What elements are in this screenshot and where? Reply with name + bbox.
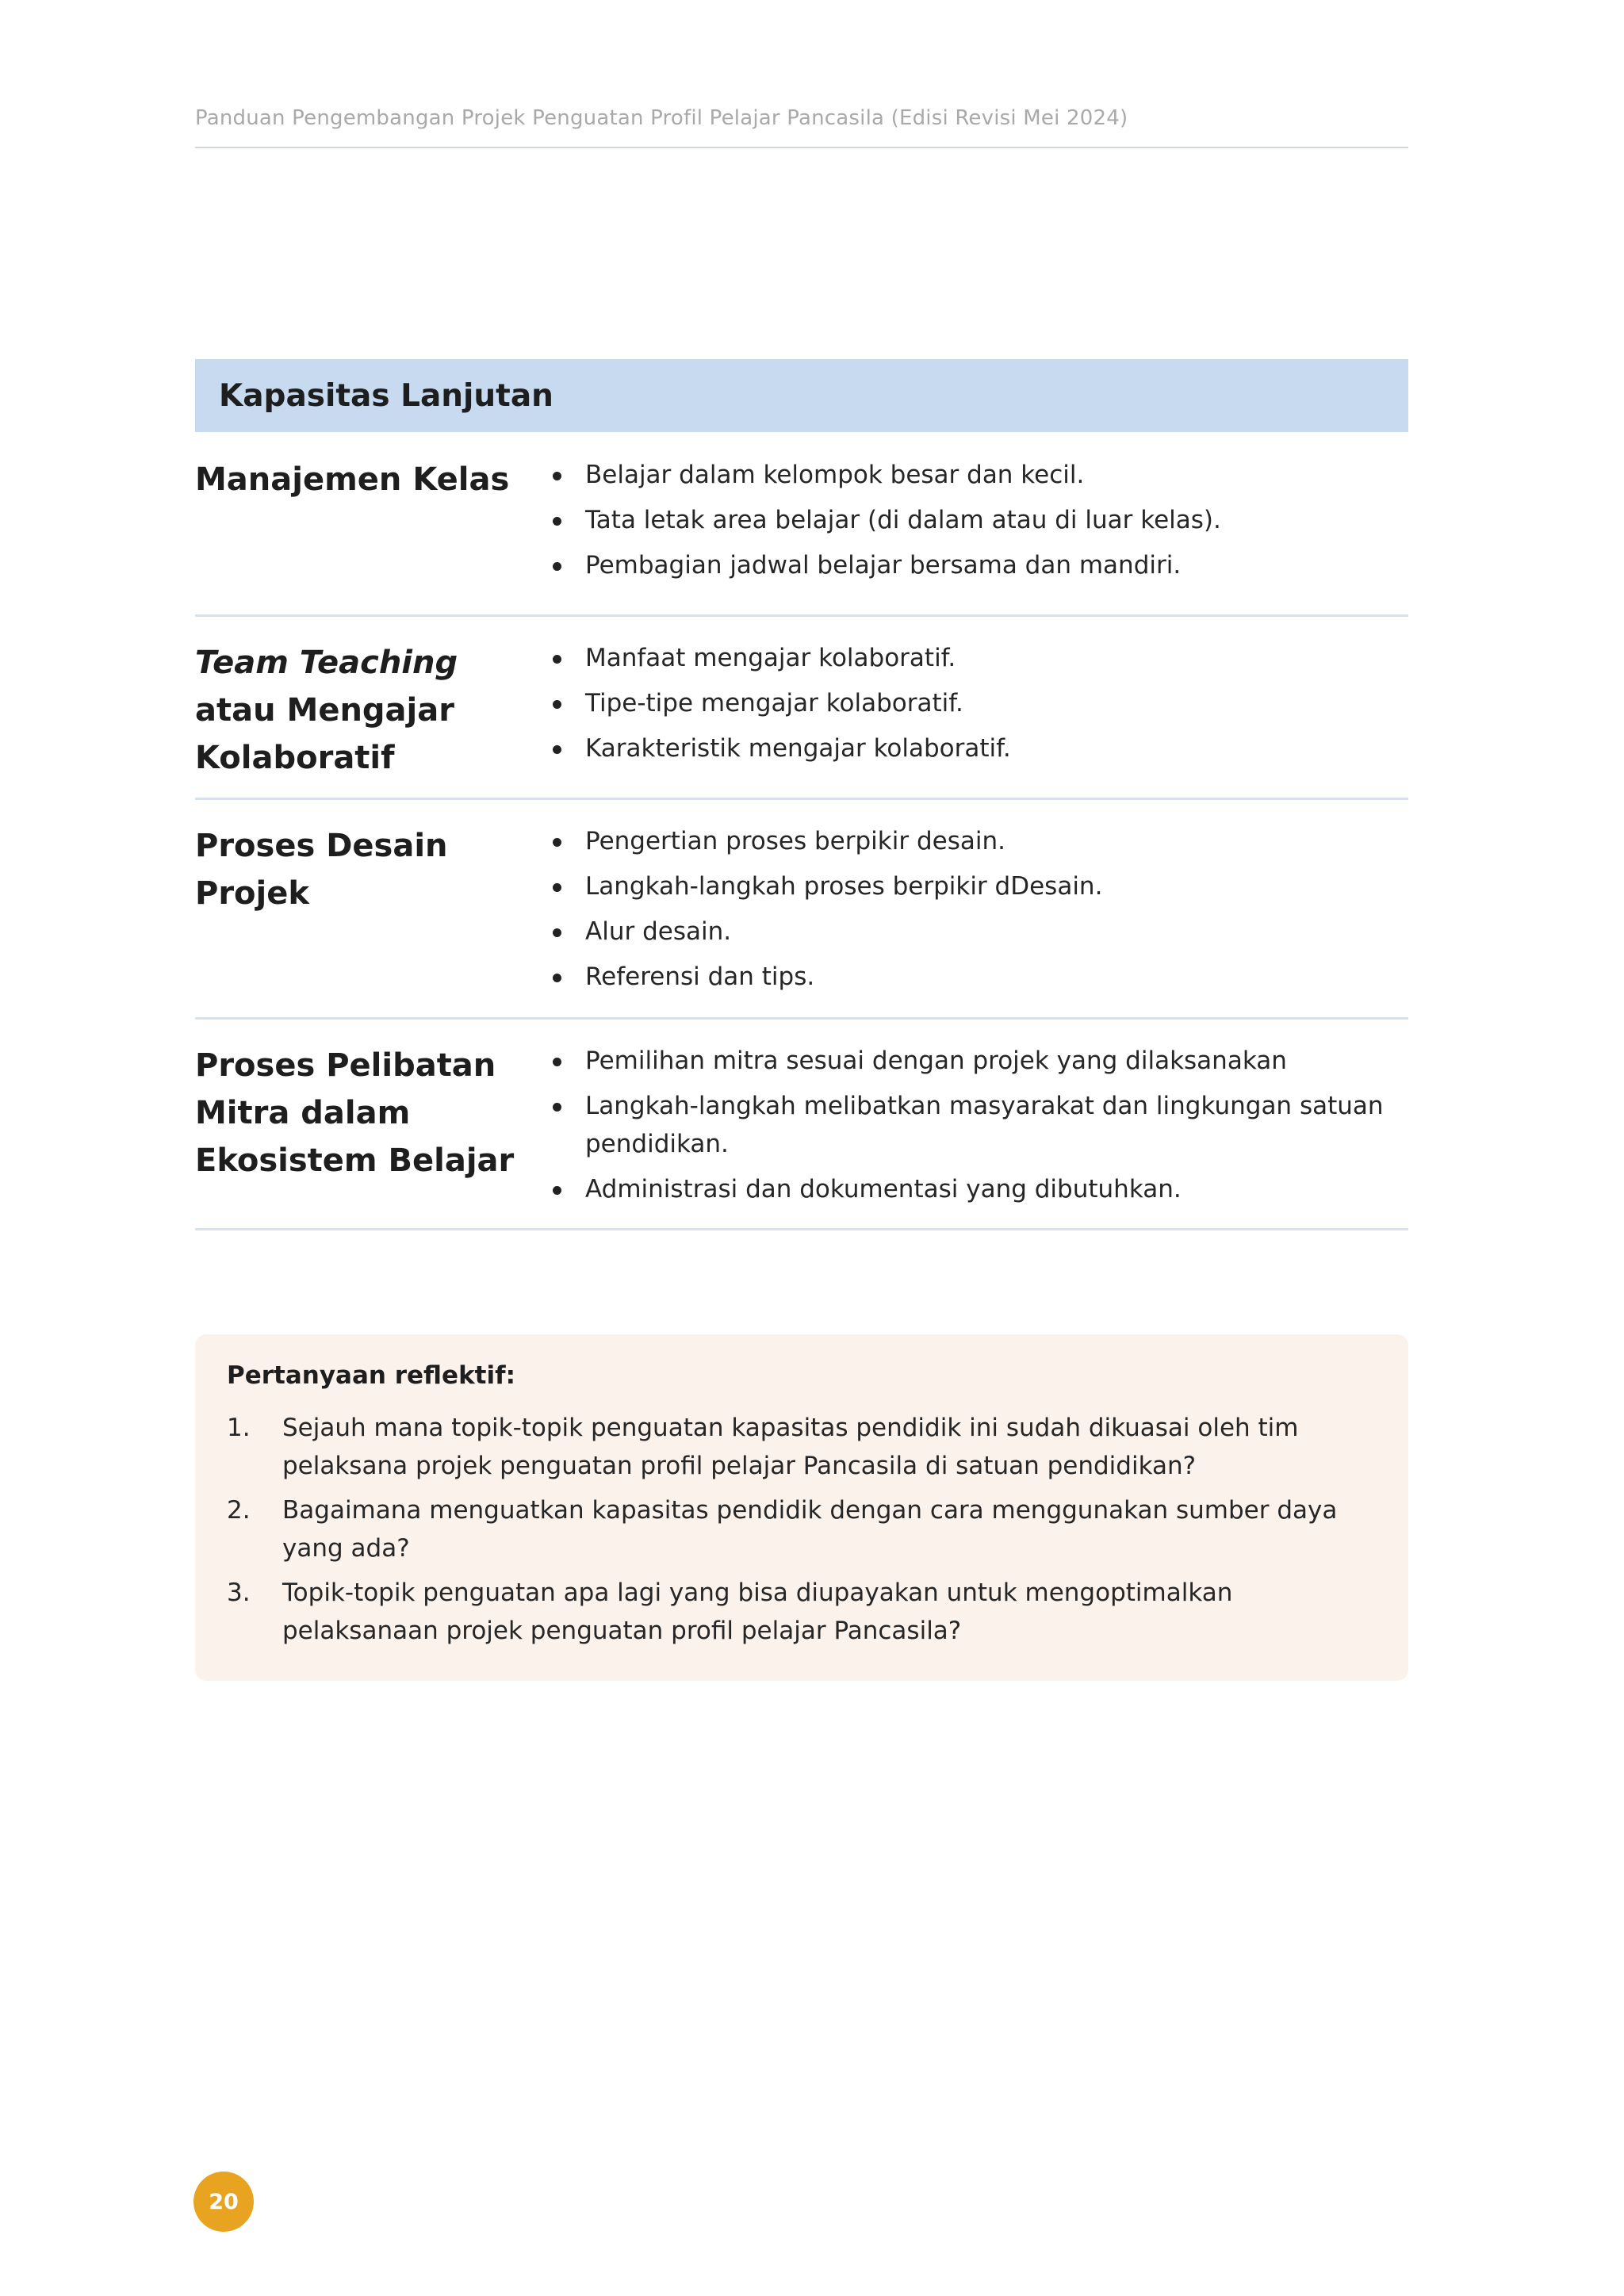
reflection-box	[195, 1334, 1408, 1681]
table-row-manajemen-kelas	[195, 432, 1408, 617]
row-title: Team Teaching atau Mengajar Kolaboratif	[195, 645, 458, 776]
bullet-list	[544, 1042, 1408, 1228]
table-row-team-teaching	[195, 617, 1408, 800]
list-item: Tipe-tipe mengajar kolaboratif.	[544, 684, 1408, 722]
reflection-title: Pertanyaan reflektif:	[227, 1361, 516, 1390]
list-item: Langkah-langkah melibatkan masyarakat dan lingkungan satuan pendidikan.	[544, 1087, 1408, 1163]
bullet-list	[544, 456, 1408, 614]
row-title: Manajemen Kelas	[195, 461, 510, 498]
reflection-list	[227, 1409, 1377, 1650]
capacity-table	[195, 359, 1408, 1230]
list-item: 1. Sejauh mana topik-topik penguatan kapasitas pendidik ini sudah dikuasai oleh tim pelaksana projek penguatan profil pelajar Pancasila di satuan pendidikan?	[227, 1414, 1299, 1480]
list-item: 3. Topik-topik penguatan apa lagi yang bisa diupayakan untuk mengoptimalkan pelaksanaan projek penguatan profil pelajar Pancasila?	[227, 1578, 1233, 1645]
page-number-badge: 20	[193, 2172, 254, 2232]
list-item: Manfaat mengajar kolaboratif.	[544, 639, 1408, 677]
list-item: Pengertian proses berpikir desain.	[544, 822, 1408, 860]
list-item: Pembagian jadwal belajar bersama dan mandiri.	[544, 546, 1408, 584]
list-item: 2. Bagaimana menguatkan kapasitas pendidik dengan cara menggunakan sumber daya yang ada?	[227, 1496, 1338, 1563]
bullet-list	[544, 822, 1408, 1017]
header-rule	[195, 147, 1408, 148]
list-item: Tata letak area belajar (di dalam atau di luar kelas).	[544, 501, 1408, 539]
row-title: Proses Desain Projek	[195, 828, 448, 912]
table-row-proses-pelibatan-mitra	[195, 1020, 1408, 1230]
list-item: Pemilihan mitra sesuai dengan projek yang dilaksanakan	[544, 1042, 1408, 1080]
row-title: Proses Pelibatan Mitra dalam Ekosistem Belajar	[195, 1047, 515, 1179]
list-item: Referensi dan tips.	[544, 958, 1408, 996]
bullet-list	[544, 639, 1408, 798]
list-item: Administrasi dan dokumentasi yang dibutuhkan.	[544, 1170, 1408, 1208]
list-item: Alur desain.	[544, 913, 1408, 951]
table-row-proses-desain-projek	[195, 800, 1408, 1020]
list-item: Karakteristik mengajar kolaboratif.	[544, 729, 1408, 767]
list-item: Belajar dalam kelompok besar dan kecil.	[544, 456, 1408, 494]
table-heading: Kapasitas Lanjutan	[195, 359, 1408, 432]
running-header: Panduan Pengembangan Projek Penguatan Profil Pelajar Pancasila (Edisi Revisi Mei 2024)	[195, 106, 1128, 130]
list-item: Langkah-langkah proses berpikir dDesain.	[544, 867, 1408, 905]
